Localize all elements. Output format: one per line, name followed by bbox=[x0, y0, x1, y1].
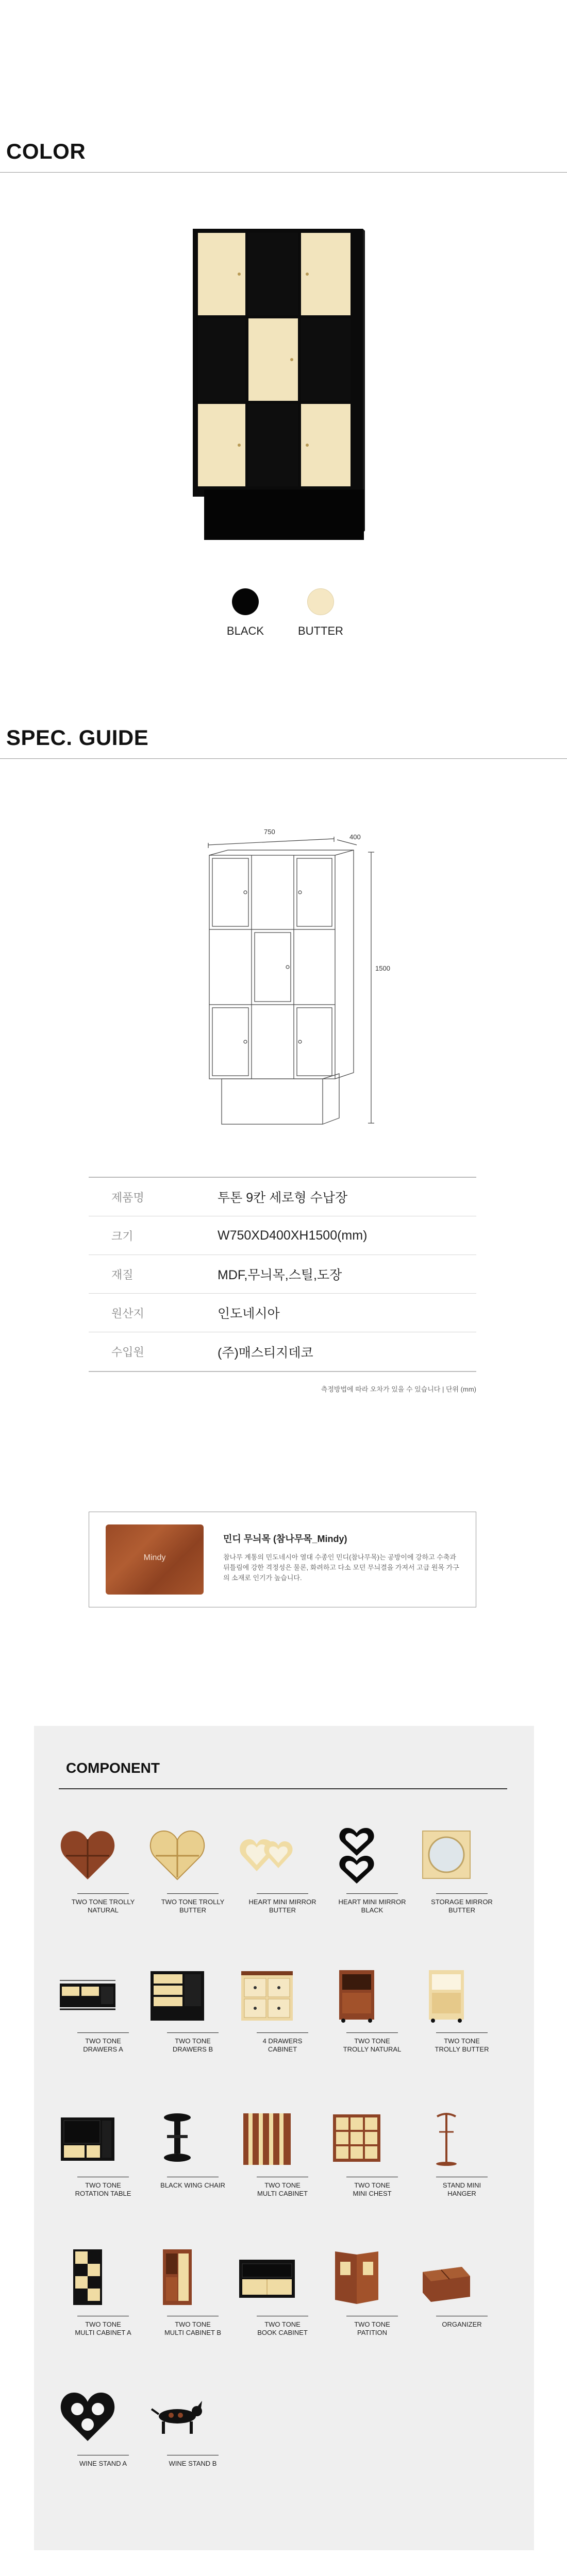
wine-stand-b-icon bbox=[146, 2385, 208, 2447]
component-item bbox=[236, 1963, 329, 2054]
component-divider bbox=[59, 1788, 507, 1789]
component-label: TWO TONE TROLLY NATURAL bbox=[71, 1898, 135, 1914]
spec-value: MDF,무늬목,스틸,도장 bbox=[218, 1268, 342, 1282]
partition-icon bbox=[326, 2246, 388, 2308]
material-description: 참나무 계통의 민도네시아 열대 수종인 민디(참나무목)는 공방이에 강하고 수축과 뒤틀림에 강한 격정성은 물론, 화려하고 다소 모던 무늬결을 가져서 고급 원목 가구의 소재로 인기가 높습니다. bbox=[223, 1553, 459, 1582]
multi-cabinet-b-icon bbox=[146, 2246, 208, 2308]
spec-note: 측정방법에 따라 오차가 있을 수 있습니다 | 단위 (mm) bbox=[321, 1385, 476, 1393]
component-label: TWO TONE DRAWERS B bbox=[172, 2037, 213, 2053]
component-item bbox=[57, 1963, 149, 2054]
rotation-table-icon bbox=[57, 2107, 119, 2169]
black-swatch-label: BLACK bbox=[226, 624, 264, 637]
component-item bbox=[236, 1824, 329, 1914]
black-swatch bbox=[232, 588, 259, 615]
component-item bbox=[415, 2107, 508, 2198]
component-item bbox=[146, 1963, 239, 2054]
butter-swatch bbox=[307, 588, 334, 615]
component-item bbox=[326, 2246, 419, 2337]
component-label: TWO TONE TROLLY BUTTER bbox=[161, 1898, 225, 1914]
material-info-box bbox=[89, 1512, 476, 1607]
component-item bbox=[146, 2246, 239, 2337]
component-item bbox=[146, 2385, 239, 2468]
dim-width-label: 750 bbox=[264, 828, 275, 836]
mini-chest-icon bbox=[326, 2107, 388, 2169]
spec-value: 투톤 9칸 세로형 수납장 bbox=[218, 1191, 348, 1205]
component-label: WINE STAND A bbox=[79, 2460, 127, 2467]
spec-value: W750XD400XH1500(mm) bbox=[218, 1228, 368, 1243]
multi-cabinet-icon bbox=[236, 2107, 298, 2169]
spec-row bbox=[89, 1216, 476, 1255]
component-item bbox=[326, 2107, 419, 2198]
spec-value: (주)매스티지데코 bbox=[218, 1345, 313, 1360]
component-label: TWO TONE MINI CHEST bbox=[353, 2181, 392, 2197]
component-label: TWO TONE TROLLY NATURAL bbox=[343, 2037, 402, 2053]
trolly-butter-icon bbox=[415, 1963, 477, 2025]
spec-section-divider bbox=[0, 758, 567, 759]
heart-shelf-natural-icon bbox=[57, 1824, 119, 1886]
spec-key: 재질 bbox=[111, 1268, 134, 1281]
component-label: TWO TONE MULTI CABINET bbox=[257, 2181, 308, 2197]
material-title: 민디 무늬목 (참나무목_Mindy) bbox=[223, 1534, 347, 1544]
component-label: STORAGE MIRROR BUTTER bbox=[431, 1898, 493, 1914]
spec-table bbox=[89, 1177, 476, 1372]
component-item bbox=[326, 1824, 419, 1914]
drawers-b-icon bbox=[146, 1963, 208, 2025]
drawers-a-icon bbox=[57, 1963, 119, 2025]
stand-hanger-icon bbox=[415, 2107, 477, 2169]
component-label: TWO TONE MULTI CABINET B bbox=[164, 2320, 222, 2336]
component-item bbox=[57, 2107, 149, 2198]
component-item bbox=[236, 2246, 329, 2337]
heart-mirror-black-icon bbox=[326, 1824, 388, 1886]
component-label: BLACK WING CHAIR bbox=[160, 2181, 225, 2189]
component-item bbox=[57, 2246, 149, 2337]
heart-shelf-butter-icon bbox=[146, 1824, 208, 1886]
spec-section-title: SPEC. GUIDE bbox=[6, 725, 149, 750]
spec-key: 원산지 bbox=[111, 1307, 144, 1320]
book-cabinet-icon bbox=[236, 2246, 298, 2308]
component-label: 4 DRAWERS CABINET bbox=[262, 2037, 303, 2053]
dim-depth-label: 400 bbox=[349, 833, 361, 841]
spec-key: 제품명 bbox=[111, 1191, 144, 1204]
component-label: TWO TONE DRAWERS A bbox=[83, 2037, 123, 2053]
color-section-divider bbox=[0, 172, 567, 173]
spec-line-drawing bbox=[196, 824, 381, 1133]
wing-chair-icon bbox=[146, 2107, 208, 2169]
component-label: TWO TONE BOOK CABINET bbox=[257, 2320, 308, 2336]
component-item bbox=[146, 1824, 239, 1914]
component-label: STAND MINI HANGER bbox=[442, 2181, 481, 2197]
wine-stand-a-icon bbox=[57, 2385, 119, 2447]
component-label: TWO TONE TROLLY BUTTER bbox=[435, 2037, 489, 2053]
component-title: COMPONENT bbox=[66, 1760, 160, 1776]
cabinet-color-photo bbox=[186, 227, 371, 546]
component-label: HEART MINI MIRROR BLACK bbox=[338, 1898, 406, 1914]
component-label: WINE STAND B bbox=[169, 2460, 217, 2467]
spec-value: 인도네시아 bbox=[218, 1307, 280, 1321]
storage-mirror-icon bbox=[415, 1824, 477, 1886]
color-section-title: COLOR bbox=[6, 139, 86, 163]
component-label: TWO TONE MULTI CABINET A bbox=[75, 2320, 131, 2336]
multi-cabinet-a-icon bbox=[57, 2246, 119, 2308]
component-label: TWO TONE ROTATION TABLE bbox=[75, 2181, 131, 2197]
component-item bbox=[57, 1824, 149, 1914]
four-drawer-cabinet-icon bbox=[236, 1963, 298, 2025]
spec-row bbox=[89, 1178, 476, 1216]
component-item bbox=[415, 1963, 508, 2054]
component-item bbox=[415, 1824, 508, 1914]
component-item bbox=[415, 2246, 508, 2329]
component-item bbox=[326, 1963, 419, 2054]
spec-key: 크기 bbox=[111, 1229, 134, 1243]
component-item bbox=[236, 2107, 329, 2198]
heart-mirror-butter-icon bbox=[236, 1824, 298, 1886]
butter-swatch-label: BUTTER bbox=[298, 624, 343, 637]
dim-height-label: 1500 bbox=[375, 964, 390, 972]
component-label: TWO TONE PATITION bbox=[354, 2320, 390, 2336]
component-item bbox=[146, 2107, 239, 2190]
mindy-wood-swatch bbox=[106, 1524, 204, 1595]
spec-key: 수입원 bbox=[111, 1346, 144, 1359]
component-label: HEART MINI MIRROR BUTTER bbox=[248, 1898, 316, 1914]
trolly-natural-icon bbox=[326, 1963, 388, 2025]
mindy-swatch-label: Mindy bbox=[143, 1553, 166, 1562]
spec-row bbox=[89, 1332, 476, 1371]
component-item bbox=[57, 2385, 149, 2468]
organizer-icon bbox=[415, 2246, 477, 2308]
component-panel bbox=[34, 1726, 534, 2550]
spec-row bbox=[89, 1294, 476, 1332]
spec-row bbox=[89, 1255, 476, 1294]
component-label: ORGANIZER bbox=[442, 2320, 482, 2328]
